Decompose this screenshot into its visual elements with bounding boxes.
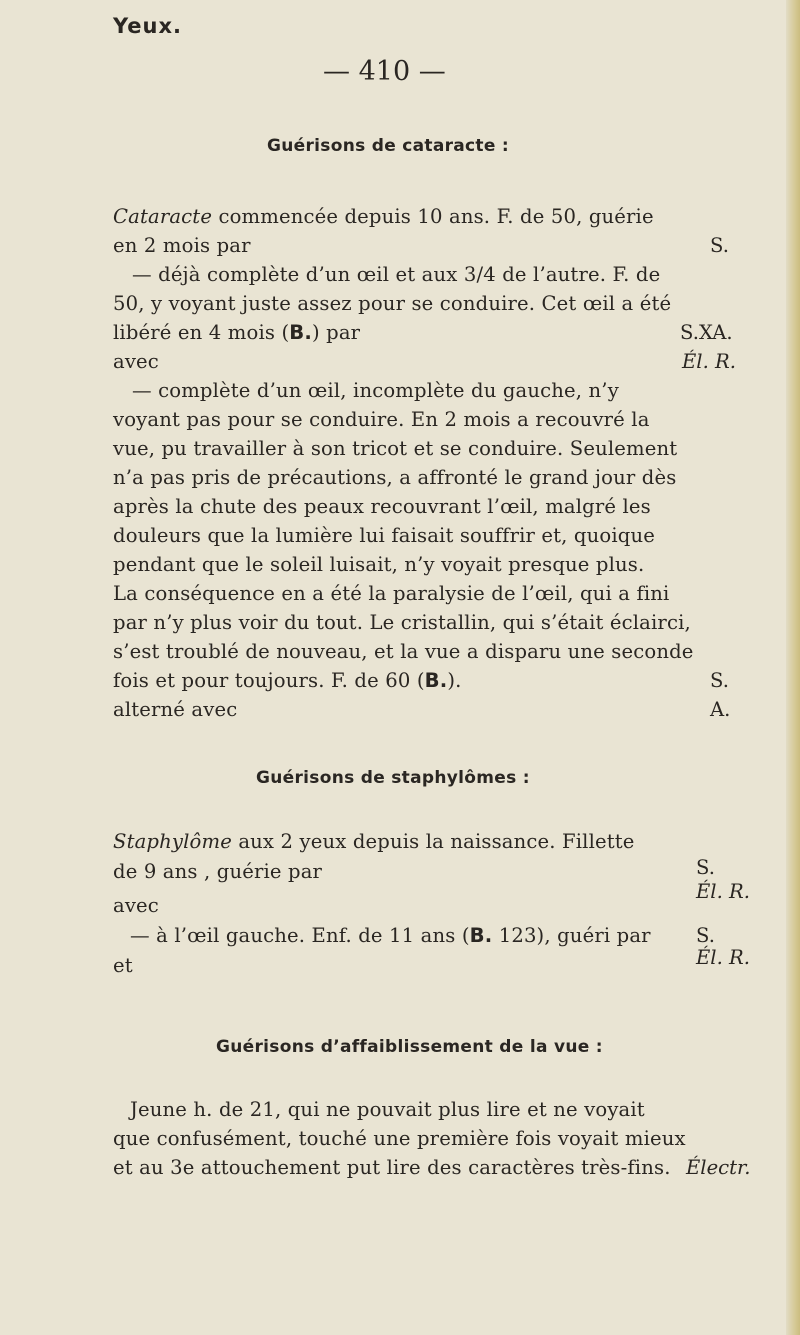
text-line: de 9 ans , guérie par <box>113 860 323 883</box>
right-label: S.XA. <box>680 321 733 344</box>
text-line: s’est troublé de nouveau, et la vue a disparu une seconde <box>113 640 694 663</box>
text-line: avec <box>113 350 159 373</box>
text-line: n’a pas pris de précautions, a affronté le grand jour dès <box>113 466 677 489</box>
text-line: et au 3e attouchement put lire des caractères très-fins. <box>113 1156 671 1179</box>
page-number: — 410 — <box>323 56 446 87</box>
running-head: Yeux. <box>113 14 182 38</box>
right-label: S. <box>710 234 729 257</box>
text-line: alterné avec <box>113 698 238 721</box>
text-line <box>113 669 462 692</box>
right-label: Él. R. <box>696 880 751 903</box>
text-span: 123), guéri par <box>492 924 651 947</box>
text-span: libéré en 4 mois ( <box>113 321 290 344</box>
text-line: 50, y voyant juste assez pour se conduire. Cet œil a été <box>113 292 672 315</box>
section-heading-cataracte: Guérisons de cataracte : <box>267 136 510 156</box>
ref-bold: B. <box>424 669 448 692</box>
text-line: La conséquence en a été la paralysie de l’œil, qui a fini <box>113 582 670 605</box>
right-label: Él. R. <box>696 946 751 969</box>
right-label: Él. R. <box>682 350 737 373</box>
right-label: S. <box>696 924 715 947</box>
text-line: que confusément, touché une première fois voyait mieux <box>113 1127 686 1150</box>
right-label: S. <box>710 669 729 692</box>
text-line: Jeune h. de 21, qui ne pouvait plus lire et ne voyait <box>130 1098 645 1121</box>
text-span: — à l’œil gauche. Enf. de 11 ans ( <box>130 924 470 947</box>
text-line: — déjà complète d’un œil et aux 3/4 de l’autre. F. de <box>132 263 661 286</box>
text-line <box>130 924 651 947</box>
text-line <box>113 830 635 853</box>
page-edge <box>786 0 800 1335</box>
text-line: par n’y plus voir du tout. Le cristallin, qui s’était éclairci, <box>113 611 691 634</box>
right-label: Électr. <box>686 1156 751 1179</box>
section-heading-affaiblissement: Guérisons d’affaiblissement de la vue : <box>216 1037 603 1057</box>
text-line: avec <box>113 894 159 917</box>
text-span: commencée depuis 10 ans. F. de 50, guérie <box>212 205 654 228</box>
ref-bold: B. <box>469 924 493 947</box>
term-italic: Staphylôme <box>113 830 232 853</box>
text-line: et <box>113 954 133 977</box>
text-line: voyant pas pour se conduire. En 2 mois a recouvré la <box>113 408 650 431</box>
text-line: après la chute des peaux recouvrant l’œil, malgré les <box>113 495 651 518</box>
right-label: S. <box>696 856 715 879</box>
right-label: A. <box>710 698 731 721</box>
text-line <box>113 205 654 228</box>
text-line: pendant que le soleil luisait, n’y voyait presque plus. <box>113 553 645 576</box>
text-line: douleurs que la lumière lui faisait souffrir et, quoique <box>113 524 655 547</box>
text-line: — complète d’un œil, incomplète du gauche, n’y <box>132 379 619 402</box>
text-span: ). <box>447 669 462 692</box>
text-line <box>113 321 360 344</box>
text-span: aux 2 yeux depuis la naissance. Fillette <box>231 830 635 853</box>
section-heading-staphylomes: Guérisons de staphylômes : <box>256 768 530 788</box>
text-line: en 2 mois par <box>113 234 251 257</box>
ref-bold: B. <box>289 321 312 344</box>
text-span: fois et pour toujours. F. de 60 ( <box>113 669 425 692</box>
term-italic: Cataracte <box>113 205 213 228</box>
text-line: vue, pu travailler à son tricot et se conduire. Seulement <box>113 437 678 460</box>
text-span: ) par <box>311 321 361 344</box>
